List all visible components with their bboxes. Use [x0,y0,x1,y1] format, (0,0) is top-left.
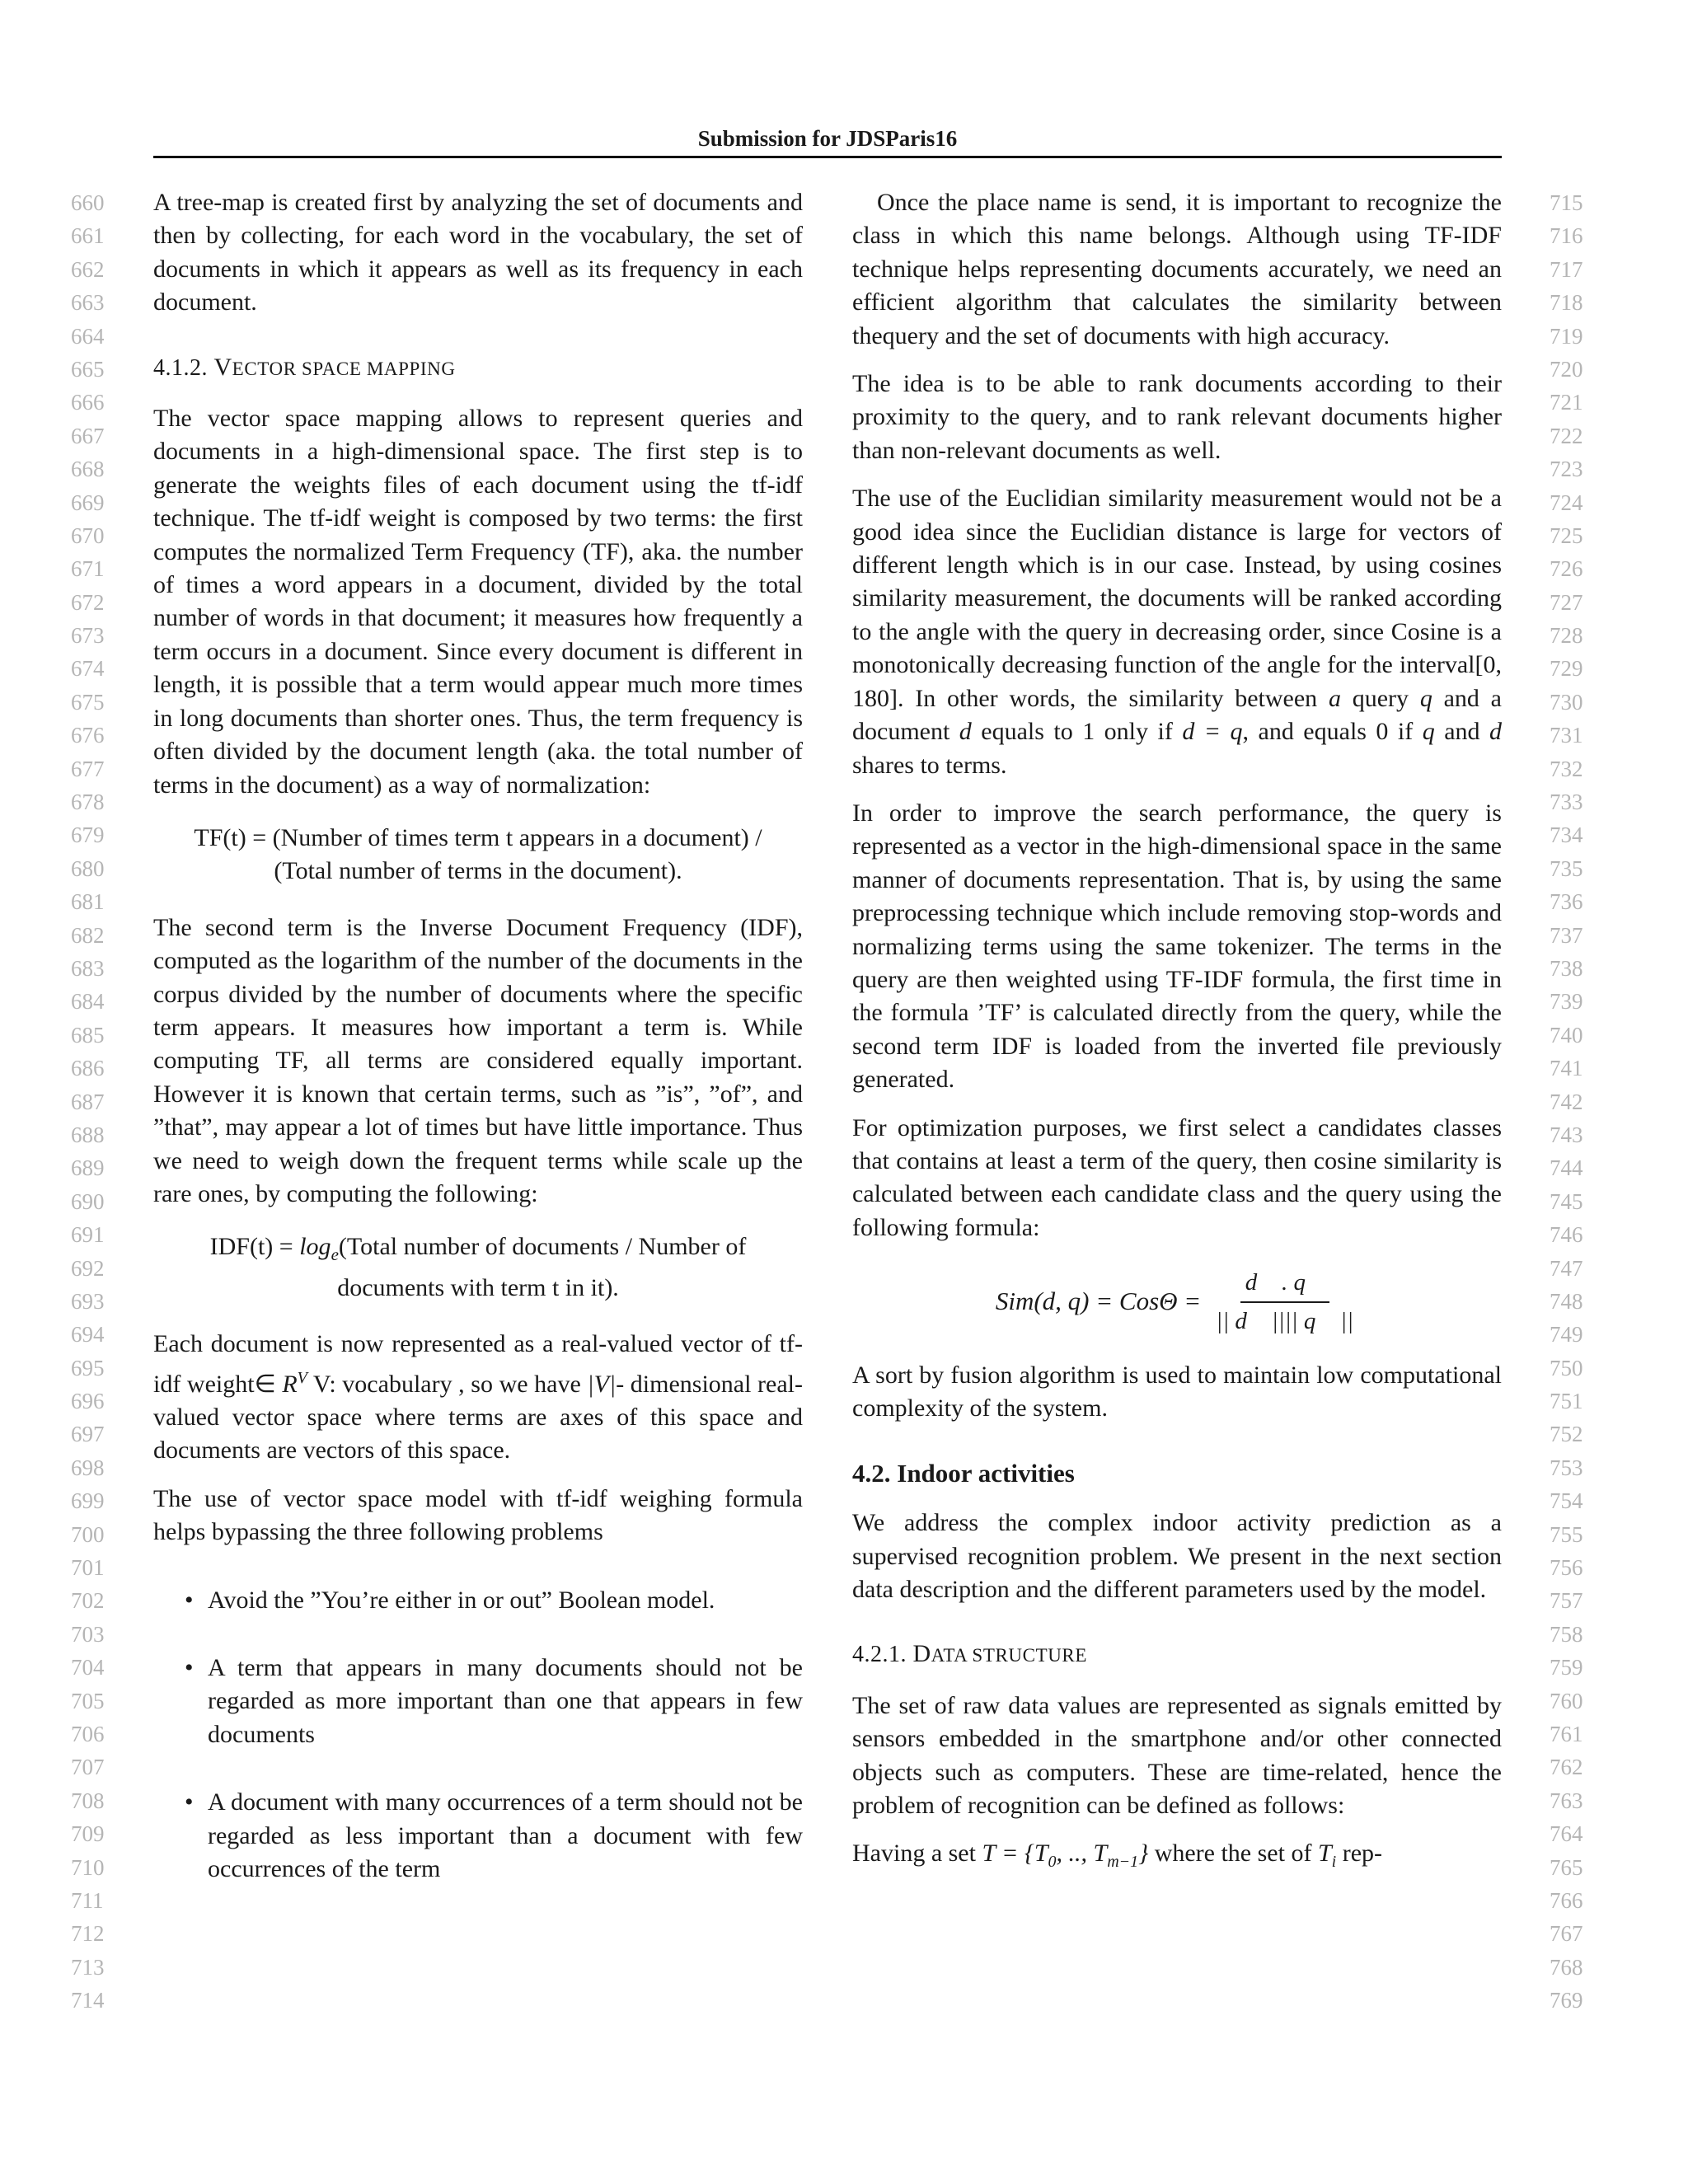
line-number: 708 [71,1788,105,1813]
having-sub-0: 0 [1048,1853,1057,1872]
line-number: 671 [71,556,105,582]
line-number: 757 [1550,1588,1583,1614]
line-number: 748 [1550,1288,1583,1314]
sim-lhs: Sim(d, q) = CosΘ = [995,1286,1202,1316]
line-number: 676 [71,723,105,748]
idf-formula-line-2: documents with term t in it). [337,1273,619,1301]
line-number: 724 [1550,490,1583,515]
line-number: 691 [71,1222,105,1248]
paragraph-optimization: For optimization purposes, we first select a candidates classes that contains at least a term of the query, then cosine similarity is calculated between each candidate class and the query using the following formula: [852,1113,1502,1241]
line-number: 665 [71,356,105,382]
line-number: 736 [1550,889,1583,915]
tf-formula-line-1: TF(t) = (Number of times term t appears in a document) / [194,823,762,851]
line-number: 729 [1550,656,1583,682]
line-number: 743 [1550,1122,1583,1147]
line-number: 687 [71,1089,105,1114]
line-number: 674 [71,656,105,682]
euclid-var-q: q [1422,718,1435,746]
line-number: 669 [71,490,105,515]
line-number: 767 [1550,1921,1583,1947]
paragraph-indoor: We address the complex indoor activity prediction as a supervised recognition problem. We present in the next section data description and the different parameters used by the model. [852,1509,1502,1604]
line-number: 705 [71,1688,105,1713]
paragraph-treemap: A tree-map is created first by analyzing the set of documents and then by collecting, for each word in the vocabulary, the set of documents in which it appears as well as its frequency in each document. [153,189,803,316]
section-number: 4.1.2. [153,354,208,381]
line-number: 752 [1550,1422,1583,1447]
line-number: 739 [1550,989,1583,1015]
line-number: 670 [71,523,105,548]
line-number: 702 [71,1588,105,1614]
line-number: 744 [1550,1155,1583,1181]
section-heading-indoor-activities: 4.2. Indoor activities [852,1458,1075,1488]
line-number: 662 [71,256,105,282]
vector-R-sup: V [297,1368,307,1387]
line-number: 673 [71,623,105,649]
paragraph-vsm: The vector space mapping allows to represent queries and documents in a high-dimensional space. The first step is to generate the weights files of each document using the tf-idf technique. The tf-idf weight is composed by two terms: the first computes the normalized Term Frequency (TF), aka. the number of times a word appears in a document, divided by the total number of words in that document; it measures how frequently a term occurs in a document. Since every document is different in length, it is possible that a term would appear much more times in long documents than shorter ones. Thus, the term frequency is often divided by the document length (aka. the total number of terms in the document) as a way of normalization: [153,405,803,799]
line-number: 692 [71,1255,105,1281]
line-number: 745 [1550,1188,1583,1214]
idf-log: log [299,1233,331,1261]
line-number: 664 [71,323,105,349]
idf-formula [153,1230,803,1305]
left-column [153,186,803,1920]
paragraph-idf: The second term is the Inverse Document Frequency (IDF), computed as the logarithm of the number of the documents in the corpus divided by the number of documents where the specific term appears. It measures how important a term is. While computing TF, all terms are considered equally important. However it is known that certain terms, such as ”is”, ”of”, and ”that”, may appear a lot of times but have little importance. Thus we need to weigh down the frequent terms while scale up the rare ones, by computing the following: [153,913,803,1207]
paragraph-data-structure: The set of raw data values are represented as signals emitted by sensors embedded in the smartphone and/or other connected objects such as computers. These are time-related, hence the problem of recognition can be defined as follows: [852,1691,1502,1820]
line-number: 726 [1550,556,1583,582]
line-number: 682 [71,922,105,948]
having-Ti: T [1317,1840,1332,1868]
paragraph-sort: A sort by fusion algorithm is used to maintain low computational complexity of the system. [852,1361,1502,1422]
line-number: 696 [71,1389,105,1414]
having-Ti-sub: i [1331,1853,1337,1872]
line-number: 697 [71,1422,105,1447]
line-number: 660 [71,190,105,215]
line-number: 725 [1550,523,1583,548]
section-title-initial: D [912,1640,931,1668]
line-number: 680 [71,855,105,881]
euclid-text-b: . In other words, the similarity between [898,684,1329,712]
line-number: 723 [1550,457,1583,482]
line-number: 677 [71,756,105,781]
line-number: 733 [1550,790,1583,815]
left-line-numbers [71,186,120,2017]
euclid-text-e: equals to 1 only if [971,718,1183,746]
line-number: 754 [1550,1488,1583,1514]
line-number: 720 [1550,356,1583,382]
euclid-text-c: query [1340,684,1420,712]
line-number: 699 [71,1488,105,1514]
line-number: 711 [71,1887,104,1913]
euclid-text-d: and a document [852,684,1502,746]
line-number: 750 [1550,1355,1583,1380]
line-number: 661 [71,223,105,249]
line-number: 747 [1550,1255,1583,1281]
line-number: 719 [1550,323,1583,349]
line-number: 690 [71,1188,105,1214]
line-number: 707 [71,1755,105,1780]
line-number: 706 [71,1721,105,1746]
line-number: 704 [71,1655,105,1680]
line-number: 713 [71,1954,105,1980]
line-number: 765 [1550,1854,1583,1880]
line-number: 709 [71,1821,105,1847]
line-number: 678 [71,790,105,815]
line-number: 760 [1550,1688,1583,1713]
line-number: 666 [71,390,105,415]
line-number: 735 [1550,855,1583,881]
euclid-var-q: q [1419,684,1432,712]
line-number: 728 [1550,623,1583,649]
line-number: 716 [1550,223,1583,249]
line-number: 675 [71,689,105,715]
bullet-icon: • [185,1788,194,1816]
vector-absV: |V| [587,1370,617,1398]
euclid-interval: [0, 180] [852,651,1502,712]
line-number: 769 [1550,1988,1583,2013]
right-column [852,186,1502,1894]
line-number: 749 [1550,1322,1583,1347]
line-number: 667 [71,423,105,448]
having-text-c: rep- [1336,1840,1382,1868]
having-text-a: Having a set [852,1840,982,1868]
having-sub-m: m−1 [1107,1853,1139,1872]
line-number: 751 [1550,1389,1583,1414]
paragraph-having-set [852,1837,1502,1878]
line-number: 758 [1550,1621,1583,1647]
section-heading-vector-space-mapping [153,351,803,386]
having-text-b: where the set of [1148,1840,1318,1868]
line-number: 742 [1550,1089,1583,1114]
euclid-var-a: a [1328,684,1341,712]
line-number: 663 [71,290,105,316]
line-number: 764 [1550,1821,1583,1847]
list-item-text: A term that appears in many documents should not be regarded as more important than one that appears in few documents [208,1654,803,1748]
tf-formula-line-2: (Total number of terms in the document). [274,857,682,885]
sim-denominator: || d⃗ |||| q⃗ || [1216,1307,1354,1334]
line-number: 763 [1550,1788,1583,1813]
line-number: 737 [1550,922,1583,948]
euclid-equation: d = q [1182,718,1243,746]
vector-text-c: - dimensional real-valued vector space where terms are axes of this space and documents are vectors of this space. [153,1370,804,1465]
having-set-close: } [1138,1840,1149,1868]
line-number: 701 [71,1555,105,1581]
list-item-text: A document with many occurrences of a term should not be regarded as less important than a document with few occurrences of the term [208,1788,803,1883]
bullet-icon: • [185,1586,194,1614]
problems-list [153,1584,803,1886]
line-number: 718 [1550,290,1583,316]
line-number: 712 [71,1921,105,1947]
idf-rest: (Total number of documents / Number of [338,1233,747,1261]
idf-prefix: IDF(t) = [209,1233,300,1261]
line-number: 732 [1550,756,1583,781]
line-number: 738 [1550,955,1583,981]
vector-text-b: V: vocabulary , so we have [307,1370,588,1398]
line-number: 684 [71,989,105,1015]
line-number: 717 [1550,256,1583,282]
having-set-mid: , .., T [1056,1840,1108,1868]
line-number: 722 [1550,423,1583,448]
line-number: 756 [1550,1555,1583,1581]
list-item-text: Avoid the ”You’re either in or out” Boolean model. [208,1586,715,1614]
having-set-T: T = {T [982,1840,1048,1868]
line-number: 683 [71,955,105,981]
line-number: 721 [1550,390,1583,415]
line-number: 668 [71,457,105,482]
sim-fraction [1211,1266,1358,1338]
line-number: 766 [1550,1887,1583,1913]
line-number: 714 [71,1988,105,2013]
list-item [153,1652,803,1751]
line-number: 710 [71,1854,105,1880]
vector-R: R [282,1370,298,1398]
section-heading-data-structure [852,1638,1502,1672]
line-number: 698 [71,1455,105,1480]
line-number: 672 [71,589,105,615]
line-number: 727 [1550,589,1583,615]
line-number: 768 [1550,1954,1583,1980]
line-number: 688 [71,1122,105,1147]
paragraph-search: In order to improve the search performance, the query is represented as a vector in the high-dimensional space in the same manner of documents representation. That is, by using the same preprocessing technique which include removing stop-words and normalizing terms using the same tokenizer. The terms in the query are then weighted using TF-IDF formula, the first time in the formula ’TF’ is calculated directly from the query, while the second term IDF is loaded from the inverted file previously generated. [852,799,1502,1094]
line-number: 693 [71,1288,105,1314]
list-item [153,1584,803,1617]
line-number: 703 [71,1621,105,1647]
list-item [153,1786,803,1886]
euclid-text-h: shares to terms. [852,751,1007,779]
section-title-initial: V [213,353,232,381]
line-number: 741 [1550,1056,1583,1081]
line-number: 700 [71,1521,105,1547]
paragraph-rank: The idea is to be able to rank documents according to their proximity to the query, and to rank relevant documents higher than non-relevant documents as well. [852,370,1502,464]
line-number: 686 [71,1056,105,1081]
line-number: 740 [1550,1022,1583,1047]
paragraph-vector [153,1328,803,1468]
tf-formula [153,822,803,888]
euclid-var-d: d [1489,718,1502,746]
line-number: 753 [1550,1455,1583,1480]
line-number: 681 [71,889,105,915]
right-line-numbers [1550,186,1599,2017]
idf-log-base: e [331,1244,339,1265]
paragraph-use-vsm: The use of vector space model with tf-idf weighing formula helps bypassing the three following problems [153,1484,803,1546]
line-number: 734 [1550,823,1583,848]
paragraph-euclid [852,482,1502,782]
cosine-similarity-formula [852,1266,1502,1338]
line-number: 759 [1550,1655,1583,1680]
line-number: 762 [1550,1755,1583,1780]
idf-formula-line-1 [153,1230,803,1271]
euclid-text-a: The use of the Euclidian similarity measurement would not be a good idea since the Euclidian distance is large for vectors of different length which is in our case. Instead, by using cosines similarity measurement, the documents will be ranked according to the angle with the query in decreasing order, since Cosine is a monotonically decreasing function of the angle for the interval [852,485,1502,679]
paragraph-place-name: Once the place name is send, it is important to recognize the class in which this name belongs. Although using TF-IDF technique helps representing documents accurately, we need an efficient algorithm that calculates the similarity between thequery and the set of documents with high accuracy. [852,189,1502,349]
line-number: 685 [71,1022,105,1047]
header-rule [153,156,1502,158]
section-title-rest: ECTOR SPACE MAPPING [232,358,456,379]
line-number: 746 [1550,1222,1583,1248]
section-number: 4.2.1. [852,1642,907,1668]
euclid-text-f: , and equals 0 if [1242,718,1423,746]
line-number: 730 [1550,689,1583,715]
euclid-var-d: d [959,718,972,746]
bullet-icon: • [185,1654,194,1682]
line-number: 755 [1550,1521,1583,1547]
section-title-rest: ATA STRUCTURE [931,1645,1088,1666]
line-number: 695 [71,1355,105,1380]
euclid-text-g: and [1434,718,1489,746]
line-number: 715 [1550,190,1583,215]
line-number: 694 [71,1322,105,1347]
running-header: Submission for JDSParis16 [697,126,958,151]
line-number: 761 [1550,1721,1583,1746]
vector-text-a: Each document is now represented as a real-valued vector of tf-idf weight∈ [153,1330,803,1398]
line-number: 731 [1550,723,1583,748]
line-number: 679 [71,823,105,848]
sim-numerator: d⃗ . q⃗ [1240,1266,1329,1302]
line-number: 689 [71,1155,105,1181]
